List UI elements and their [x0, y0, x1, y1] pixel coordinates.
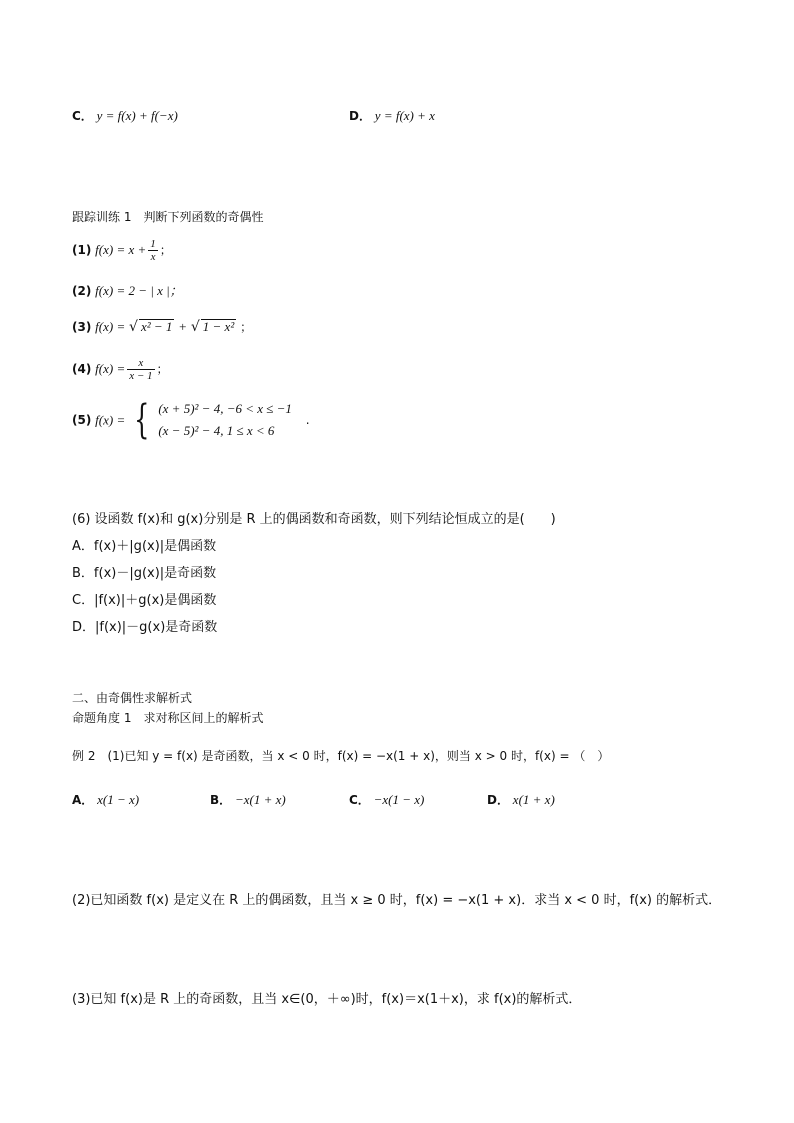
practice-item-5: (5) f(x) = { (x + 5)² − 4, −6 < x ≤ −1 (x − 5)² − 4, 1 ≤ x < 6 . — [72, 397, 310, 443]
practice-item-4: (4) f(x) = $\frac{x}{x - 1}$ ； — [72, 357, 169, 383]
option-c — [72, 109, 178, 122]
practice-title: 跟踪训练 1 判断下列函数的奇偶性 — [72, 210, 264, 224]
practice-item-1: (1) f(x) = x + $\frac{1}{x}$ ； — [72, 238, 172, 264]
q6-option-b: B．f(x)－|g(x)|是奇函数 — [72, 566, 217, 581]
practice-item-2: (2) f(x) = 2 − | x |； — [72, 283, 183, 298]
example2-option-a: A． x(1 − x) — [72, 792, 140, 807]
example2-q2: (2)已知函数 f(x) 是定义在 R 上的偶函数，且当 x ≥ 0 时，f(x) = −x(1 + x)．求当 x < 0 时，f(x) 的解析式． — [72, 893, 722, 908]
sqrt-icon: √ — [190, 319, 200, 335]
example2-stem: 例 2 (1)已知 y = f(x) 是奇函数，当 x < 0 时，f(x) = −x(1 + x)，则当 x > 0 时，f(x) = （ ） — [72, 749, 610, 763]
q6-stem: (6) 设函数 f(x)和 g(x)分别是 R 上的偶函数和奇函数，则下列结论恒成立的是( ) — [72, 512, 556, 527]
section-subtitle: 命题角度 1 求对称区间上的解析式 — [72, 711, 264, 725]
example2-option-b: B． −x(1 + x) — [210, 792, 286, 807]
practice-item-3: (3) f(x) = √ x² − 1 + √ 1 − x² ； — [72, 319, 253, 335]
example2-q3: (3)已知 f(x)是 R 上的奇函数，且当 x∈(0，＋∞)时，f(x)＝x(1＋x)，求 f(x)的解析式． — [72, 992, 582, 1007]
option-d-label: D． — [349, 109, 371, 123]
section-title: 二、由奇偶性求解析式 — [72, 691, 193, 705]
option-d-math: y = f(x) + x — [374, 108, 435, 123]
option-c-label: C． — [72, 109, 93, 123]
q6-option-d: D．|f(x)|－g(x)是奇函数 — [72, 620, 218, 635]
fraction: $\frac{1}{x}$ — [150, 238, 156, 264]
piecewise-cases: (x + 5)² − 4, −6 < x ≤ −1 (x − 5)² − 4, 1 ≤ x < 6 — [158, 401, 292, 438]
sqrt-icon: √ — [129, 319, 138, 335]
option-c-math: y = f(x) + f(−x) — [96, 108, 178, 123]
q6-option-a: A．f(x)＋|g(x)|是偶函数 — [72, 539, 217, 554]
example2-option-d: D． x(1 + x) — [487, 792, 555, 807]
q6-option-c: C．|f(x)|＋g(x)是偶函数 — [72, 593, 217, 608]
option-d — [349, 109, 435, 122]
fraction: $\frac{x}{x - 1}$ — [129, 357, 153, 383]
example2-option-c: C． −x(1 − x) — [349, 792, 425, 807]
left-brace-icon: { — [134, 397, 150, 443]
